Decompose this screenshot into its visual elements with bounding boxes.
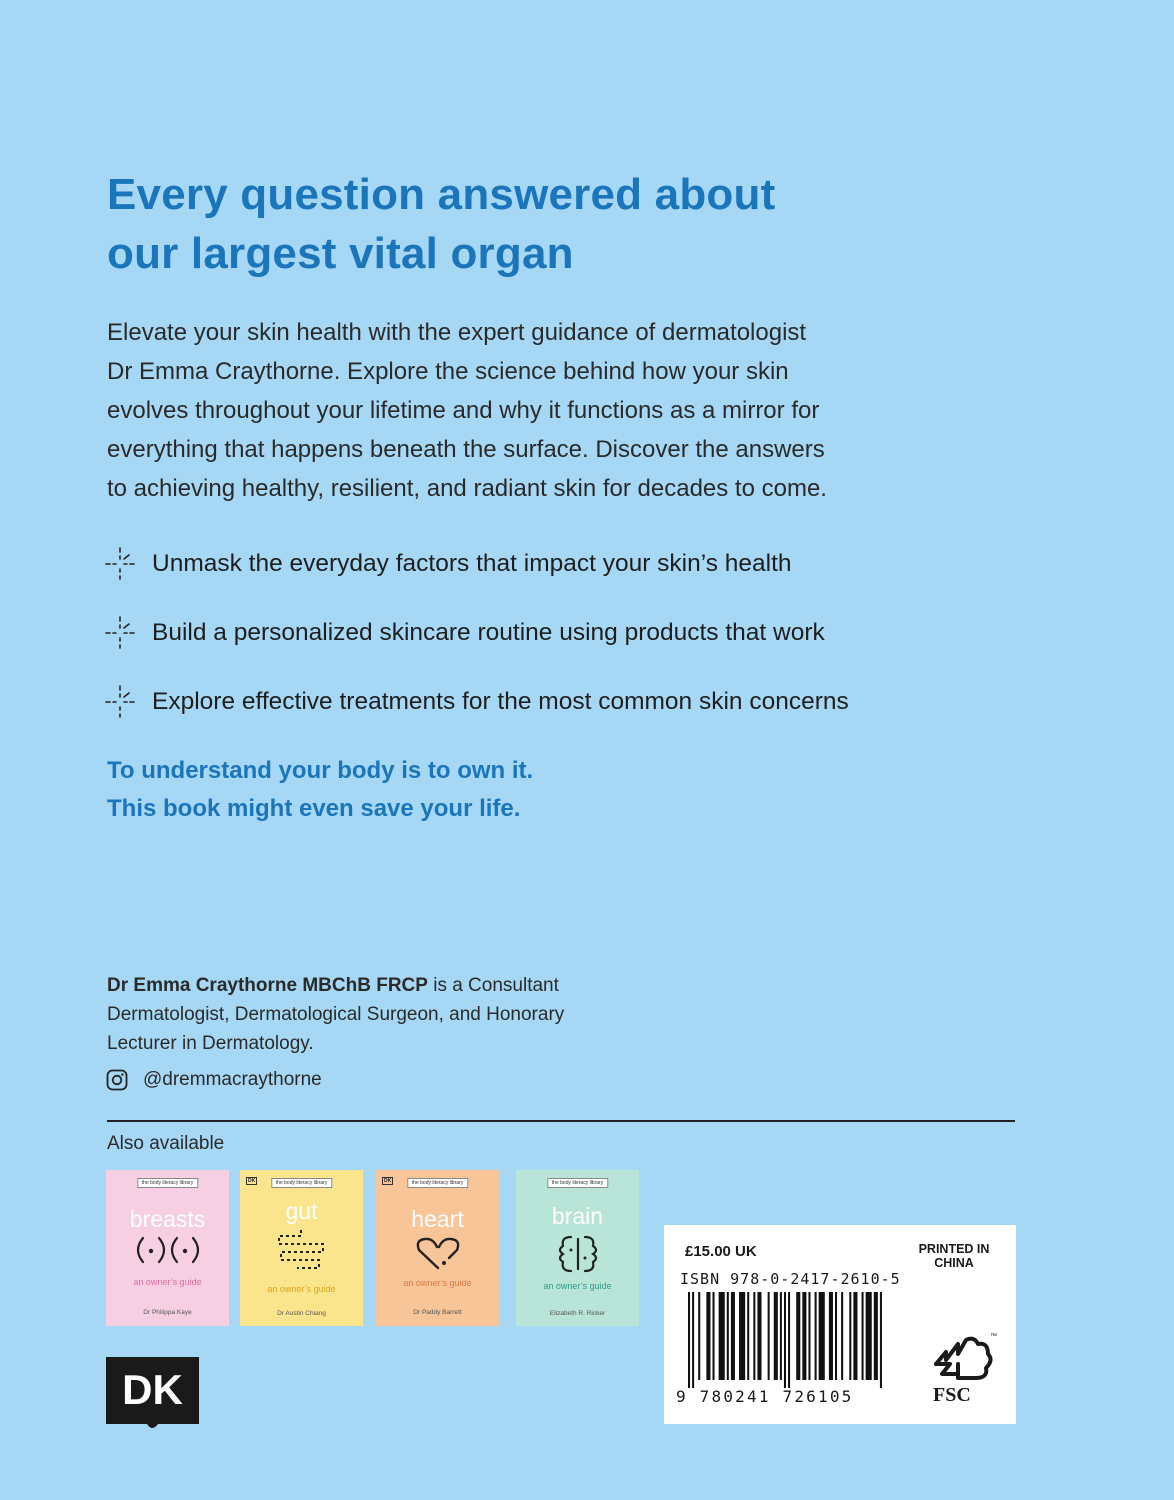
barcode-bar xyxy=(688,1292,690,1388)
breasts-icon xyxy=(106,1234,229,1266)
instagram-handle: @dremmacraythorne xyxy=(143,1069,322,1090)
barcode-bars xyxy=(688,1292,884,1388)
barcode-bar xyxy=(808,1292,810,1380)
barcode-bar xyxy=(862,1292,864,1380)
instagram-icon xyxy=(105,1068,129,1092)
printed-in: PRINTED IN CHINA xyxy=(918,1242,990,1270)
barcode-bar xyxy=(692,1292,694,1388)
headline xyxy=(107,165,1007,283)
barcode-bar xyxy=(747,1292,749,1380)
bullet-text: Explore effective treatments for the most common skin concerns xyxy=(152,688,849,715)
intro-line: Dr Emma Craythorne. Explore the science behind how your skin xyxy=(107,358,789,385)
book-cover-breasts xyxy=(106,1170,229,1326)
barcode-bar xyxy=(835,1292,837,1380)
intro-line: evolves throughout your lifetime and why it functions as a mirror for xyxy=(107,397,820,424)
sparkle-icon xyxy=(104,684,136,720)
bullet-item xyxy=(104,682,849,722)
series-label: the body literacy library xyxy=(137,1178,198,1188)
barcode-digits: 9 780241 726105 xyxy=(676,1387,854,1406)
book-author: Dr Philippa Kaye xyxy=(143,1309,192,1316)
book-subtitle: an owner’s guide xyxy=(133,1277,202,1287)
barcode-bar xyxy=(788,1292,790,1388)
book-subtitle: an owner’s guide xyxy=(543,1281,612,1291)
bullet-item xyxy=(104,544,792,584)
barcode-bar xyxy=(815,1292,817,1380)
book-title: gut xyxy=(285,1198,318,1224)
author-name: Dr Emma Craythorne MBChB FRCP xyxy=(107,975,428,996)
barcode-bar xyxy=(757,1292,761,1380)
bullet-text: Unmask the everyday factors that impact your skin’s health xyxy=(152,550,792,577)
barcode-bar xyxy=(880,1292,882,1388)
book-author: Dr Austin Chiang xyxy=(277,1310,326,1317)
author-bio-text: Dermatologist, Dermatological Surgeon, and Honorary xyxy=(107,1004,565,1025)
book-cover-heart xyxy=(376,1170,499,1326)
barcode-bar xyxy=(874,1292,878,1380)
barcode-bar xyxy=(739,1292,745,1380)
barcode-bar xyxy=(853,1292,857,1380)
intro-line: Elevate your skin health with the expert guidance of dermatologist xyxy=(107,319,807,346)
barcode-bar xyxy=(706,1292,710,1380)
author-bio xyxy=(107,971,627,1058)
book-author: Dr Paddy Barrett xyxy=(413,1309,462,1316)
barcode-bar xyxy=(713,1292,715,1380)
book-subtitle: an owner’s guide xyxy=(267,1284,336,1294)
author-bio-text: is a Consultant xyxy=(427,975,559,996)
brain-icon xyxy=(516,1234,639,1274)
barcode-bar xyxy=(802,1292,806,1380)
book-title: heart xyxy=(411,1206,464,1232)
social-handle xyxy=(105,1066,322,1094)
barcode-bar xyxy=(753,1292,755,1380)
book-title: breasts xyxy=(129,1206,206,1232)
barcode-bar xyxy=(774,1292,778,1380)
dk-mini-logo: DK xyxy=(248,1178,256,1184)
barcode-bar xyxy=(727,1292,729,1380)
barcode-bar xyxy=(829,1292,833,1380)
book-cover-gut xyxy=(240,1170,363,1326)
barcode-bar xyxy=(849,1292,851,1380)
svg-text:™: ™ xyxy=(990,1333,997,1340)
book-cover-brain xyxy=(516,1170,639,1326)
barcode-bar xyxy=(698,1292,700,1380)
barcode-bar xyxy=(780,1292,782,1380)
heart-icon xyxy=(376,1236,499,1272)
isbn: ISBN 978-0-2417-2610-5 xyxy=(680,1270,901,1288)
headline-line-2: our largest vital organ xyxy=(107,229,574,278)
sparkle-icon xyxy=(104,546,136,582)
price: £15.00 UK xyxy=(685,1243,757,1260)
barcode-bar xyxy=(841,1292,843,1380)
tagline-line-2: This book might even save your life. xyxy=(107,795,521,822)
author-bio-text: Lecturer in Dermatology. xyxy=(107,1033,314,1054)
barcode-bar xyxy=(796,1292,800,1380)
barcode-bar xyxy=(784,1292,786,1388)
also-available-label: Also available xyxy=(107,1133,225,1154)
intro-line: everything that happens beneath the surface. Discover the answers xyxy=(107,436,825,463)
series-label: the body literacy library xyxy=(547,1178,608,1188)
book-author: Elizabeth R. Ricker xyxy=(549,1310,606,1317)
gut-icon xyxy=(240,1228,363,1272)
barcode-bar xyxy=(819,1292,825,1380)
dk-mini-logo: DK xyxy=(384,1178,392,1184)
series-label: the body literacy library xyxy=(271,1178,332,1188)
intro-paragraph xyxy=(107,313,907,508)
intro-line: to achieving healthy, resilient, and radiant skin for decades to come. xyxy=(107,475,827,502)
book-subtitle: an owner’s guide xyxy=(403,1278,472,1288)
fsc-label: FSC xyxy=(933,1384,971,1406)
barcode-bar xyxy=(731,1292,735,1380)
dk-logo xyxy=(106,1357,199,1432)
book-title: brain xyxy=(551,1203,604,1229)
publisher-name: DK xyxy=(122,1366,183,1413)
headline-line-1: Every question answered about xyxy=(107,170,776,219)
barcode-bar xyxy=(866,1292,872,1380)
barcode-bar xyxy=(719,1292,725,1380)
tagline xyxy=(107,752,807,828)
series-label: the body literacy library xyxy=(407,1178,468,1188)
sparkle-icon xyxy=(104,615,136,651)
tagline-line-1: To understand your body is to own it. xyxy=(107,757,534,784)
divider xyxy=(107,1120,1015,1122)
barcode-bar xyxy=(768,1292,770,1380)
bullet-text: Build a personalized skincare routine using products that work xyxy=(152,619,825,646)
bullet-item xyxy=(104,613,825,653)
